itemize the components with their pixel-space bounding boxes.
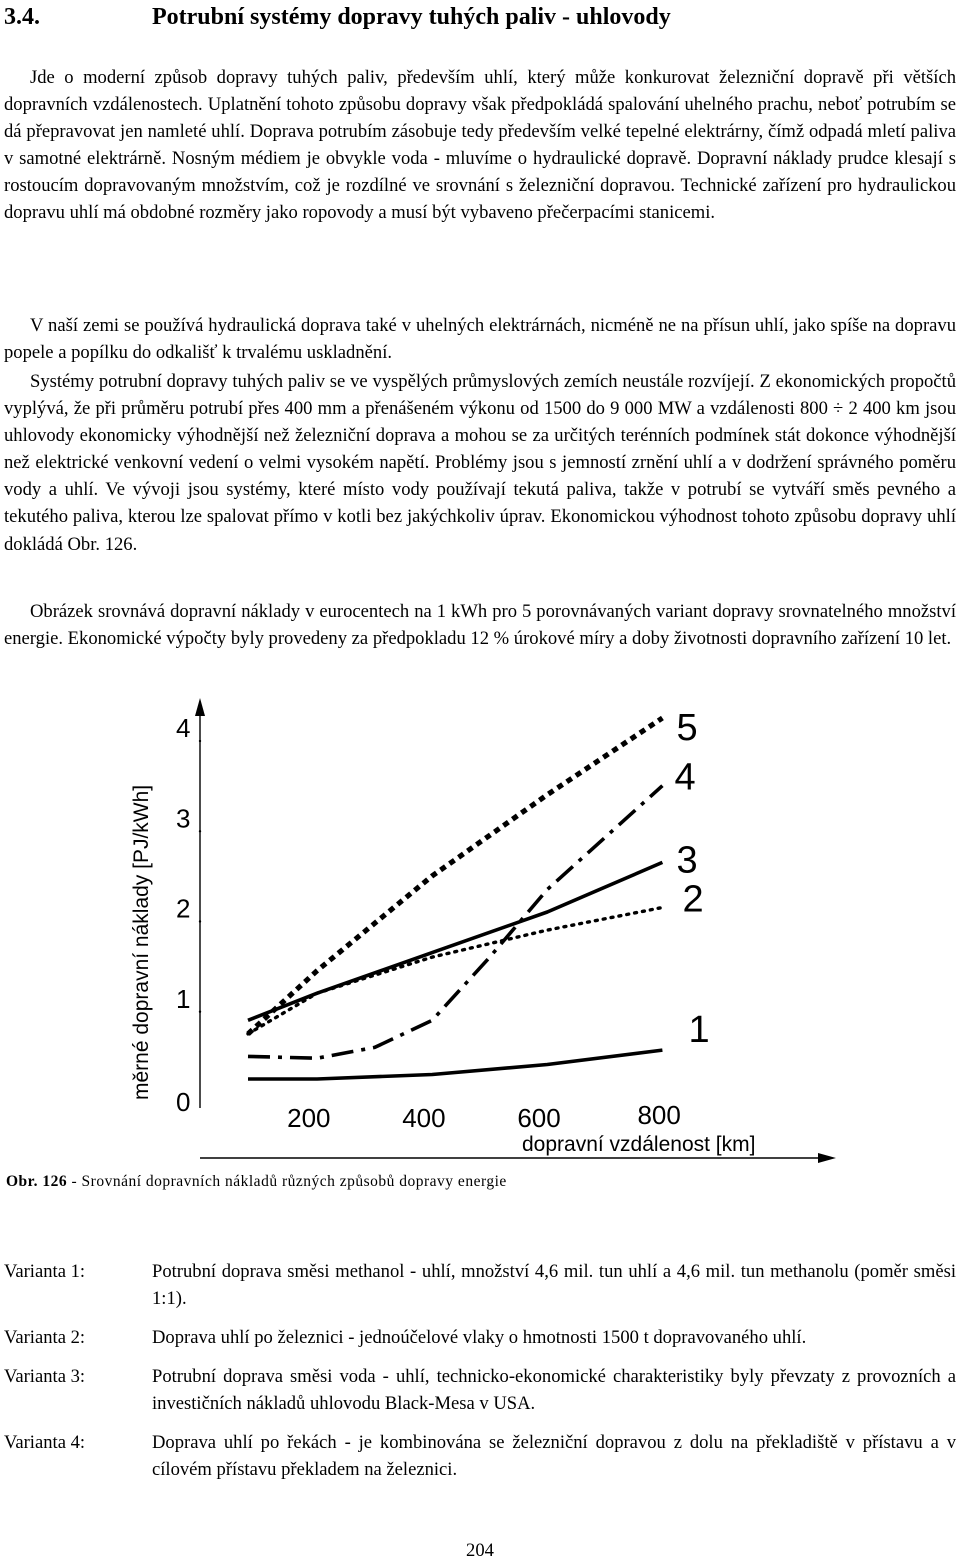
series-label-5: 5 bbox=[676, 707, 698, 749]
series-line-5 bbox=[248, 718, 662, 1034]
variant-text: Doprava uhlí po železnici - jednoúčelové vlaky o hmotnosti 1500 t dopravovaného uhlí. bbox=[152, 1327, 807, 1348]
x-axis-arrow bbox=[818, 1153, 836, 1163]
x-tick-label: 600 bbox=[517, 1103, 561, 1133]
y-tick-label: 2 bbox=[176, 893, 191, 924]
variant-label: Varianta 3: bbox=[4, 1366, 86, 1387]
x-axis-title: dopravní vzdálenost [km] bbox=[522, 1133, 756, 1156]
figure-label: Obr. 126 bbox=[6, 1173, 68, 1190]
y-tick-mark bbox=[199, 1011, 201, 1013]
variant-label: Varianta 1: bbox=[4, 1261, 86, 1282]
series-line-4 bbox=[248, 786, 662, 1058]
y-tick-label: 4 bbox=[176, 713, 191, 744]
paragraph-czech-usage: V naší zemi se používá hydraulická doprava také v uhelných elektrárnách, nicméně ne na přísun uhlí, jako spíše na dopravu popele a popílku do odkališť k trvalému uskladnění. bbox=[4, 315, 956, 364]
y-tick-mark bbox=[199, 830, 201, 832]
variant-item bbox=[4, 1258, 956, 1312]
chart-ticks bbox=[176, 713, 681, 1133]
variant-text: Doprava uhlí po řekách - je kombinována se železniční dopravou z dolu na překladiště v přístavu a v cílovém přístavu překladem na železnici. bbox=[152, 1432, 956, 1480]
section-heading bbox=[4, 0, 956, 34]
figure-caption-text: - Srovnání dopravních nákladů různých způsobů dopravy energie bbox=[67, 1173, 507, 1190]
y-axis-arrow bbox=[195, 698, 205, 716]
variants-list bbox=[4, 1258, 956, 1495]
series-label-4: 4 bbox=[674, 756, 696, 799]
y-tick-mark bbox=[199, 740, 201, 742]
variant-label: Varianta 4: bbox=[4, 1432, 86, 1453]
section-number: 3.4. bbox=[4, 4, 40, 30]
chart-axes bbox=[195, 698, 836, 1163]
x-tick-label: 800 bbox=[637, 1100, 681, 1130]
series-line-1 bbox=[248, 1050, 662, 1079]
chart-labels bbox=[130, 707, 755, 1156]
y-tick-label: 1 bbox=[176, 983, 191, 1014]
variant-item bbox=[4, 1324, 956, 1351]
variant-label: Varianta 2: bbox=[4, 1327, 86, 1348]
page-number: 204 bbox=[466, 1540, 494, 1561]
paragraph-figure-description: Obrázek srovnává dopravní náklady v eurocentech na 1 kWh pro 5 porovnávaných variant dopravy srovnatelného množství energie. Ekonomické výpočty byly provedeny za předpokladu 12 % úrokové míry a doby životnosti dopravního zařízení 10 let. bbox=[4, 601, 956, 650]
variant-item bbox=[4, 1429, 956, 1483]
variant-text: Potrubní doprava směsi methanol - uhlí, množství 4,6 mil. tun uhlí a 4,6 mil. tun methanolu (poměr směsi 1:1). bbox=[152, 1261, 956, 1309]
cost-chart-svg bbox=[120, 690, 840, 1170]
chart-lines bbox=[248, 718, 662, 1079]
series-label-1: 1 bbox=[688, 1009, 710, 1052]
cost-chart bbox=[120, 690, 840, 1170]
series-label-3: 3 bbox=[676, 839, 698, 882]
y-tick-mark bbox=[199, 920, 201, 922]
paragraph-economics: Systémy potrubní dopravy tuhých paliv se ve vyspělých průmyslových zemích neustále rozvíjejí. Z ekonomických propočtů vyplývá, že při průměru potrubí přes 400 mm a přenášeném výkonu od 1500 do 9 000 MW a vzdálenosti 800 ÷ 2 400 km jsou uhlovody ekonomicky výhodnější než železniční doprava a mohou se za určitých terénních podmínek stát dokonce výhodnější než elektrické venkovní vedení o velmi vysokém napětí. Problémy jsou s jemností zrnění uhlí a v dodržení správného poměru vody a uhlí. Ve vývoji jsou systémy, které místo vody používají tekutá paliva, takže v potrubí se vytváří směs pevného a tekutého paliva, kterou lze spalovat přímo v kotli bez jakýchkoliv úprav. Ekonomickou výhodnost tohoto způsobu dopravy uhlí dokládá Obr. 126. bbox=[4, 371, 956, 555]
section-title: Potrubní systémy dopravy tuhých paliv - uhlovody bbox=[152, 4, 671, 30]
variant-item bbox=[4, 1363, 956, 1417]
series-label-2: 2 bbox=[682, 878, 704, 921]
y-tick-label: 3 bbox=[176, 803, 191, 834]
y-tick-label: 0 bbox=[176, 1087, 191, 1117]
y-axis-title: měrné dopravní náklady [PJ/kWh] bbox=[130, 784, 153, 1100]
x-tick-label: 200 bbox=[287, 1103, 331, 1133]
variant-text: Potrubní doprava směsi voda - uhlí, technicko-ekonomické charakteristiky byly převzaty z provozních a investičních nákladů uhlovodu Black-Mesa v USA. bbox=[152, 1366, 956, 1414]
figure-caption bbox=[6, 1170, 946, 1194]
paragraph-intro: Jde o moderní způsob dopravy tuhých paliv, především uhlí, který může konkurovat železniční dopravě při větších dopravních vzdálenostech. Uplatnění tohoto způsobu dopravy však předpokládá spalování uhelného prachu, neboť potrubím se dá přepravovat jen namleté uhlí. Doprava potrubím zásobuje tedy především velké tepelné elektrárny, čímž odpadá mletí paliva v samotné elektrárně. Nosným médiem je obvykle voda - mluvíme o hydraulické dopravě. Dopravní náklady prudce klesají s rostoucím dopravovaným množstvím, což je rozdílné ve srovnání s železniční dopravou. Technické zařízení pro hydraulickou dopravu uhlí má obdobné rozměry jako ropovody a musí být vybaveno přečerpacími stanicemi. bbox=[4, 67, 956, 224]
x-tick-label: 400 bbox=[402, 1103, 446, 1133]
series-line-2 bbox=[248, 908, 662, 1034]
